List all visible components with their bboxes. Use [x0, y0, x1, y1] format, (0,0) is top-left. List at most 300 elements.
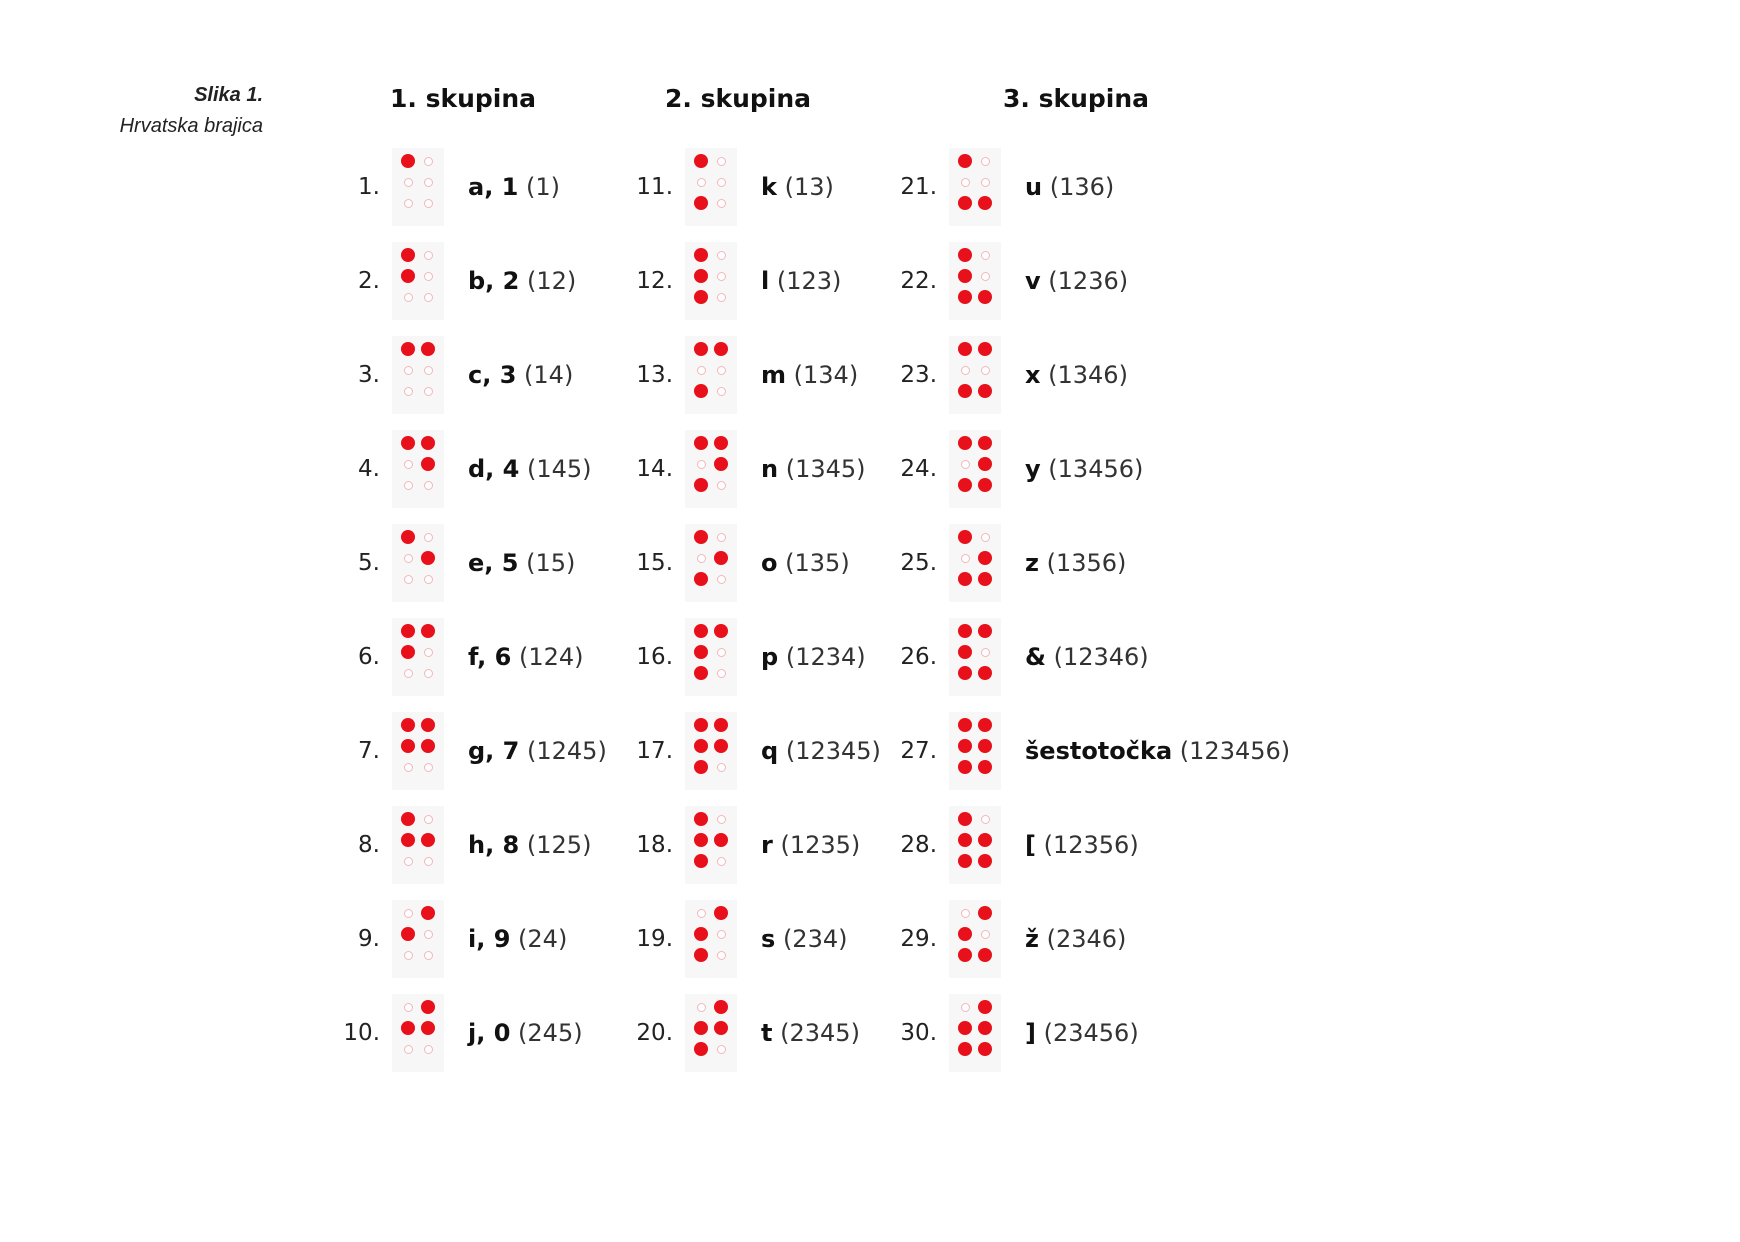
entry-letter: z [1025, 549, 1039, 577]
raised-dot [694, 739, 708, 753]
flat-dot [404, 366, 413, 375]
entry-dot-code: (245) [518, 1019, 583, 1047]
entry-dot-code: (124) [518, 643, 584, 671]
entry-label [761, 994, 860, 1072]
entry-label [761, 148, 834, 226]
entry-label [468, 806, 591, 884]
raised-dot [978, 572, 992, 586]
flat-dot [961, 1003, 970, 1012]
raised-dot [978, 196, 992, 210]
entry-number: 17. [636, 738, 673, 764]
entry-number: 26. [900, 644, 937, 670]
entry-letter: [ [1025, 831, 1036, 859]
entry-label [468, 712, 607, 790]
raised-dot [694, 196, 708, 210]
figure-caption-title: Hrvatska brajica [119, 115, 263, 137]
group-heading: 3. skupina [1003, 84, 1150, 113]
raised-dot [958, 269, 972, 283]
raised-dot [958, 248, 972, 262]
flat-dot [717, 930, 726, 939]
raised-dot [958, 530, 972, 544]
raised-dot [421, 1000, 435, 1014]
entry-label [468, 148, 560, 226]
flat-dot [961, 366, 970, 375]
raised-dot [694, 154, 708, 168]
flat-dot [717, 648, 726, 657]
raised-dot [958, 812, 972, 826]
entry-label [1025, 242, 1128, 320]
flat-dot [404, 199, 413, 208]
entry-letter: o [761, 549, 778, 577]
braille-cell [392, 430, 444, 508]
flat-dot [404, 554, 413, 563]
raised-dot [694, 572, 708, 586]
raised-dot [694, 948, 708, 962]
entry-label [1025, 994, 1139, 1072]
flat-dot [717, 533, 726, 542]
entry-number: 16. [636, 644, 673, 670]
raised-dot [978, 1021, 992, 1035]
raised-dot [694, 854, 708, 868]
raised-dot [421, 624, 435, 638]
flat-dot [424, 669, 433, 678]
braille-cell [392, 900, 444, 978]
raised-dot [978, 906, 992, 920]
braille-cell [685, 148, 737, 226]
entry-letter: s [761, 925, 776, 953]
flat-dot [981, 272, 990, 281]
raised-dot [694, 812, 708, 826]
raised-dot [421, 718, 435, 732]
raised-dot [401, 927, 415, 941]
flat-dot [981, 930, 990, 939]
flat-dot [404, 857, 413, 866]
raised-dot [958, 1021, 972, 1035]
entry-letter: n [761, 455, 779, 483]
flat-dot [717, 575, 726, 584]
raised-dot [714, 436, 728, 450]
entry-dot-code: (13) [784, 173, 834, 201]
entry-label [468, 336, 573, 414]
raised-dot [401, 154, 415, 168]
entry-number: 1. [358, 174, 380, 200]
raised-dot [401, 436, 415, 450]
entry-label [761, 712, 881, 790]
entry-letter: d, 4 [468, 455, 520, 483]
raised-dot [958, 645, 972, 659]
raised-dot [421, 342, 435, 356]
entry-label [468, 430, 592, 508]
entry-dot-code: (125) [526, 831, 592, 859]
raised-dot [978, 624, 992, 638]
entry-letter: b, 2 [468, 267, 520, 295]
entry-letter: r [761, 831, 773, 859]
group-heading: 1. skupina [390, 84, 537, 113]
flat-dot [404, 951, 413, 960]
raised-dot [978, 718, 992, 732]
braille-cell [685, 806, 737, 884]
raised-dot [694, 760, 708, 774]
entry-letter: t [761, 1019, 773, 1047]
entry-dot-code: (136) [1049, 173, 1115, 201]
entry-letter: a, 1 [468, 173, 519, 201]
entry-letter: & [1025, 643, 1046, 671]
raised-dot [421, 739, 435, 753]
entry-letter: j, 0 [468, 1019, 511, 1047]
entry-number: 7. [358, 738, 380, 764]
braille-cell [949, 994, 1001, 1072]
entry-dot-code: (135) [785, 549, 850, 577]
flat-dot [717, 178, 726, 187]
entry-label [1025, 806, 1139, 884]
braille-cell [685, 994, 737, 1072]
flat-dot [697, 178, 706, 187]
raised-dot [958, 948, 972, 962]
entry-label [468, 994, 583, 1072]
braille-cell [392, 336, 444, 414]
entry-number: 21. [900, 174, 937, 200]
braille-cell [949, 336, 1001, 414]
flat-dot [424, 366, 433, 375]
braille-cell [685, 900, 737, 978]
entry-letter: h, 8 [468, 831, 520, 859]
raised-dot [714, 1000, 728, 1014]
entry-label [1025, 524, 1126, 602]
raised-dot [958, 290, 972, 304]
raised-dot [978, 739, 992, 753]
raised-dot [978, 833, 992, 847]
entry-label [1025, 618, 1149, 696]
flat-dot [981, 157, 990, 166]
braille-cell [392, 712, 444, 790]
flat-dot [981, 815, 990, 824]
raised-dot [978, 760, 992, 774]
entry-dot-code: (12) [527, 267, 577, 295]
entry-label [761, 242, 841, 320]
raised-dot [694, 624, 708, 638]
flat-dot [424, 930, 433, 939]
flat-dot [717, 293, 726, 302]
figure-caption [120, 80, 263, 142]
braille-cell [685, 430, 737, 508]
braille-cell [392, 148, 444, 226]
entry-number: 19. [636, 926, 673, 952]
entry-dot-code: (13456) [1048, 455, 1144, 483]
entry-dot-code: (23456) [1043, 1019, 1139, 1047]
raised-dot [958, 739, 972, 753]
raised-dot [978, 384, 992, 398]
braille-cell [685, 242, 737, 320]
entry-dot-code: (1235) [780, 831, 861, 859]
entry-dot-code: (1236) [1048, 267, 1129, 295]
entry-number: 8. [358, 832, 380, 858]
flat-dot [424, 533, 433, 542]
raised-dot [714, 718, 728, 732]
flat-dot [424, 481, 433, 490]
entry-dot-code: (1356) [1046, 549, 1127, 577]
flat-dot [981, 178, 990, 187]
raised-dot [958, 154, 972, 168]
raised-dot [958, 666, 972, 680]
flat-dot [717, 815, 726, 824]
raised-dot [694, 269, 708, 283]
entry-number: 20. [636, 1020, 673, 1046]
flat-dot [717, 857, 726, 866]
entry-label [468, 242, 576, 320]
raised-dot [401, 269, 415, 283]
entry-letter: c, 3 [468, 361, 517, 389]
raised-dot [958, 436, 972, 450]
braille-cell [949, 712, 1001, 790]
entry-number: 11. [636, 174, 673, 200]
flat-dot [961, 178, 970, 187]
raised-dot [978, 1000, 992, 1014]
raised-dot [958, 384, 972, 398]
flat-dot [717, 251, 726, 260]
raised-dot [714, 624, 728, 638]
raised-dot [694, 1021, 708, 1035]
flat-dot [404, 293, 413, 302]
entry-dot-code: (14) [524, 361, 574, 389]
figure-caption-label: Slika 1. [194, 84, 263, 106]
raised-dot [694, 833, 708, 847]
entry-dot-code: (12346) [1053, 643, 1149, 671]
raised-dot [694, 342, 708, 356]
raised-dot [714, 457, 728, 471]
entry-dot-code: (12356) [1043, 831, 1139, 859]
group-heading: 2. skupina [665, 84, 812, 113]
raised-dot [978, 342, 992, 356]
raised-dot [694, 248, 708, 262]
raised-dot [694, 290, 708, 304]
flat-dot [404, 909, 413, 918]
entry-label [761, 618, 866, 696]
raised-dot [958, 1042, 972, 1056]
raised-dot [978, 478, 992, 492]
raised-dot [958, 854, 972, 868]
entry-letter: g, 7 [468, 737, 520, 765]
raised-dot [958, 833, 972, 847]
braille-cell [685, 336, 737, 414]
entry-dot-code: (1346) [1048, 361, 1128, 389]
braille-cell [392, 618, 444, 696]
entry-number: 10. [343, 1020, 380, 1046]
raised-dot [401, 833, 415, 847]
raised-dot [401, 1021, 415, 1035]
raised-dot [714, 342, 728, 356]
flat-dot [424, 387, 433, 396]
raised-dot [421, 1021, 435, 1035]
raised-dot [958, 760, 972, 774]
raised-dot [694, 436, 708, 450]
flat-dot [424, 293, 433, 302]
flat-dot [404, 481, 413, 490]
raised-dot [958, 718, 972, 732]
entry-label [761, 524, 850, 602]
flat-dot [697, 366, 706, 375]
entry-number: 24. [900, 456, 937, 482]
flat-dot [717, 387, 726, 396]
raised-dot [694, 927, 708, 941]
flat-dot [404, 387, 413, 396]
flat-dot [424, 648, 433, 657]
entry-label [1025, 336, 1128, 414]
entry-number: 15. [636, 550, 673, 576]
flat-dot [424, 178, 433, 187]
raised-dot [694, 478, 708, 492]
entry-label [761, 900, 847, 978]
entry-label [468, 524, 575, 602]
raised-dot [421, 457, 435, 471]
entry-dot-code: (2345) [780, 1019, 860, 1047]
entry-letter: q [761, 737, 779, 765]
entry-label [761, 336, 858, 414]
entry-dot-code: (1234) [785, 643, 866, 671]
entry-number: 2. [358, 268, 380, 294]
raised-dot [978, 457, 992, 471]
entry-dot-code: (1) [526, 173, 561, 201]
flat-dot [981, 648, 990, 657]
entry-letter: u [1025, 173, 1043, 201]
braille-cell [949, 900, 1001, 978]
entry-number: 23. [900, 362, 937, 388]
entry-number: 12. [636, 268, 673, 294]
entry-number: 29. [900, 926, 937, 952]
flat-dot [404, 1045, 413, 1054]
flat-dot [717, 157, 726, 166]
braille-cell [685, 618, 737, 696]
flat-dot [717, 669, 726, 678]
entry-number: 9. [358, 926, 380, 952]
raised-dot [958, 478, 972, 492]
raised-dot [958, 342, 972, 356]
entry-number: 14. [636, 456, 673, 482]
raised-dot [714, 551, 728, 565]
flat-dot [717, 763, 726, 772]
braille-cell [949, 524, 1001, 602]
raised-dot [714, 906, 728, 920]
entry-dot-code: (1345) [785, 455, 866, 483]
raised-dot [978, 290, 992, 304]
entry-label [1025, 148, 1114, 226]
flat-dot [404, 575, 413, 584]
entry-number: 22. [900, 268, 937, 294]
raised-dot [421, 906, 435, 920]
raised-dot [694, 645, 708, 659]
braille-cell [685, 712, 737, 790]
raised-dot [694, 718, 708, 732]
flat-dot [404, 1003, 413, 1012]
raised-dot [401, 624, 415, 638]
flat-dot [961, 460, 970, 469]
braille-cell [949, 242, 1001, 320]
entry-letter: m [761, 361, 787, 389]
entry-letter: ž [1025, 925, 1039, 953]
braille-cell [949, 430, 1001, 508]
entry-label [1025, 430, 1143, 508]
entry-number: 3. [358, 362, 380, 388]
braille-cell [949, 618, 1001, 696]
raised-dot [694, 666, 708, 680]
entry-letter: x [1025, 361, 1041, 389]
flat-dot [717, 272, 726, 281]
raised-dot [978, 436, 992, 450]
flat-dot [697, 1003, 706, 1012]
braille-cell [949, 148, 1001, 226]
flat-dot [424, 575, 433, 584]
flat-dot [424, 1045, 433, 1054]
raised-dot [401, 342, 415, 356]
raised-dot [714, 833, 728, 847]
entry-number: 4. [358, 456, 380, 482]
entry-number: 30. [900, 1020, 937, 1046]
braille-table [340, 84, 1380, 1184]
raised-dot [694, 384, 708, 398]
braille-cell [392, 242, 444, 320]
raised-dot [958, 196, 972, 210]
flat-dot [697, 909, 706, 918]
raised-dot [401, 645, 415, 659]
raised-dot [694, 1042, 708, 1056]
entry-letter: y [1025, 455, 1041, 483]
flat-dot [981, 533, 990, 542]
raised-dot [401, 812, 415, 826]
entry-letter: k [761, 173, 777, 201]
entry-dot-code: (15) [526, 549, 576, 577]
entry-dot-code: (123) [776, 267, 842, 295]
flat-dot [424, 951, 433, 960]
flat-dot [981, 251, 990, 260]
raised-dot [958, 927, 972, 941]
flat-dot [717, 951, 726, 960]
entry-letter: l [761, 267, 770, 295]
braille-cell [392, 524, 444, 602]
flat-dot [717, 481, 726, 490]
raised-dot [978, 948, 992, 962]
raised-dot [978, 1042, 992, 1056]
entry-number: 18. [636, 832, 673, 858]
entry-dot-code: (1245) [527, 737, 607, 765]
flat-dot [424, 763, 433, 772]
raised-dot [421, 551, 435, 565]
flat-dot [424, 157, 433, 166]
entry-number: 28. [900, 832, 937, 858]
raised-dot [714, 1021, 728, 1035]
raised-dot [421, 436, 435, 450]
flat-dot [404, 669, 413, 678]
entry-label [1025, 900, 1126, 978]
braille-cell [392, 806, 444, 884]
braille-cell [949, 806, 1001, 884]
raised-dot [401, 530, 415, 544]
raised-dot [958, 572, 972, 586]
flat-dot [424, 251, 433, 260]
flat-dot [961, 909, 970, 918]
flat-dot [424, 272, 433, 281]
entry-letter: ] [1025, 1019, 1036, 1047]
entry-dot-code: (2346) [1046, 925, 1127, 953]
flat-dot [404, 178, 413, 187]
raised-dot [978, 551, 992, 565]
braille-cell [685, 524, 737, 602]
entry-number: 5. [358, 550, 380, 576]
entry-dot-code: (134) [793, 361, 859, 389]
raised-dot [978, 854, 992, 868]
flat-dot [697, 554, 706, 563]
raised-dot [401, 248, 415, 262]
flat-dot [961, 554, 970, 563]
entry-label [468, 900, 567, 978]
